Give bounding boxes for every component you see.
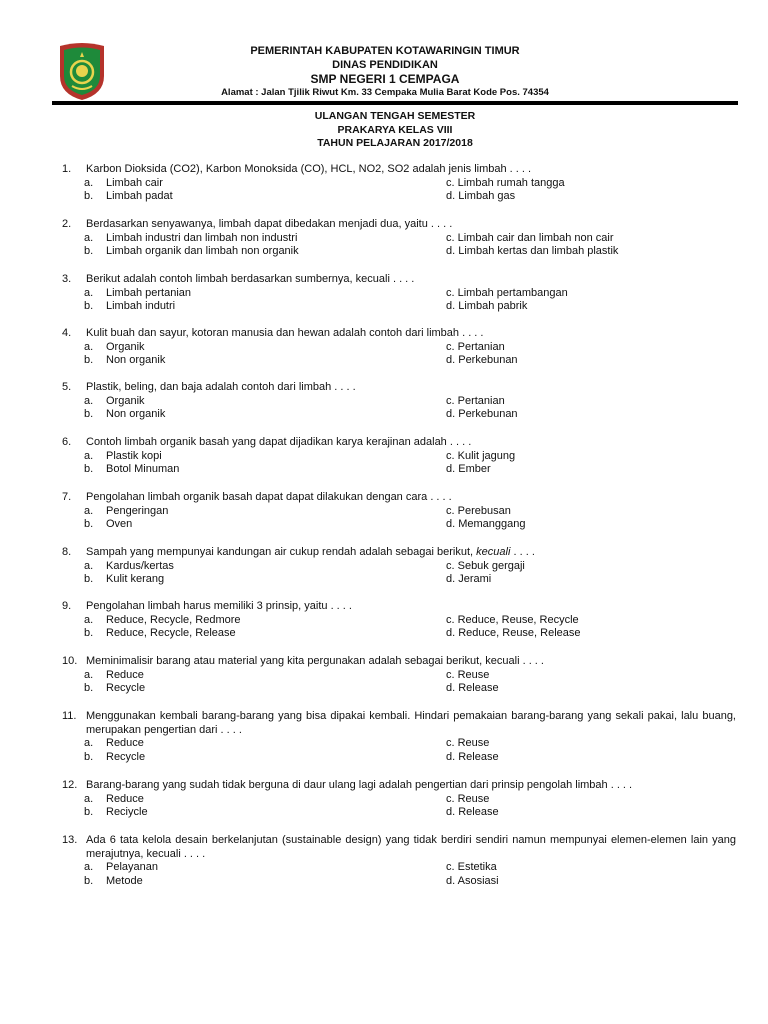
answer-options (84, 287, 736, 314)
question-text: Plastik, beling, dan baja adalah contoh dari limbah . . . . (86, 381, 356, 393)
question-number: 13. (62, 834, 78, 846)
question-number: 9. (62, 600, 72, 612)
question-text: Karbon Dioksida (CO2), Karbon Monoksida (CO), HCL, NO2, SO2 adalah jenis limbah . . . . (86, 163, 532, 175)
answer-options (84, 560, 736, 587)
option-a: a. Reduce (84, 668, 144, 681)
answer-options (84, 177, 736, 204)
option-b: b. Non organik (84, 408, 166, 421)
option-d: d. Reduce, Reuse, Release (446, 627, 581, 640)
question-2 (62, 218, 736, 259)
option-d: d. Limbah pabrik (446, 300, 528, 313)
question-text: Pengolahan limbah organik basah dapat dapat dilakukan dengan cara . . . . (86, 491, 452, 503)
question-text: Contoh limbah organik basah yang dapat dijadikan karya kerajinan adalah . . . . (86, 436, 472, 448)
question-number: 2. (62, 218, 72, 230)
question-text: Pengolahan limbah harus memiliki 3 prinsip, yaitu . . . . (86, 600, 352, 612)
question-number: 8. (62, 546, 72, 558)
question-text: Barang-barang yang sudah tidak berguna di daur ulang lagi adalah pengertian dari prinsip pengolah limbah . . . . (86, 779, 633, 791)
option-d: d. Perkebunan (446, 354, 518, 367)
option-d: d. Perkebunan (446, 408, 518, 421)
option-b: b. Metode (84, 875, 143, 888)
option-b: b. Botol Minuman (84, 463, 180, 476)
option-a: a. Reduce, Recycle, Redmore (84, 613, 241, 626)
option-c: c. Limbah rumah tangga (446, 176, 565, 189)
option-a: a. Organik (84, 394, 145, 407)
answer-options (84, 505, 736, 532)
letterhead-address: Alamat : Jalan Tjilik Riwut Km. 33 Cempaka Mulia Barat Kode Pos. 74354 (221, 87, 549, 98)
exam-title-line2: PRAKARYA KELAS VIII (337, 123, 453, 136)
exam-title-line1: ULANGAN TENGAH SEMESTER (314, 110, 476, 122)
question-number: 5. (62, 381, 72, 393)
option-b: b. Non organik (84, 354, 166, 367)
answer-options (84, 669, 736, 696)
question-text: Meminimalisir barang atau material yang kita pergunakan adalah sebagai berikut, kecuali . . . . (86, 655, 544, 667)
option-d: d. Memanggang (446, 518, 526, 531)
question-9 (62, 600, 736, 641)
question-8 (62, 546, 736, 587)
option-c: c. Reuse (446, 668, 490, 681)
option-b: b. Oven (84, 518, 133, 531)
option-a: a. Reduce (84, 792, 144, 805)
exam-title (52, 110, 738, 151)
question-10 (62, 655, 736, 696)
letterhead (120, 44, 650, 100)
question-text: Kulit buah dan sayur, kotoran manusia dan hewan adalah contoh dari limbah . . . . (86, 327, 484, 339)
option-a: a. Pelayanan (84, 861, 158, 874)
option-d: d. Limbah gas (446, 190, 516, 203)
answer-options (84, 395, 736, 422)
option-d: d. Release (446, 751, 499, 764)
answer-options (84, 737, 736, 764)
option-b: b. Reciycle (84, 806, 148, 819)
option-c: c. Reuse (446, 737, 490, 750)
question-4 (62, 327, 736, 368)
question-number: 7. (62, 491, 72, 503)
question-number: 6. (62, 436, 72, 448)
option-a: a. Limbah cair (84, 176, 163, 189)
option-a: a. Limbah industri dan limbah non industri (84, 231, 298, 244)
question-number: 3. (62, 273, 72, 285)
option-c: c. Sebuk gergaji (446, 559, 525, 572)
option-c: c. Reuse (446, 792, 490, 805)
italic-word: kecuali (476, 546, 511, 558)
option-b: b. Limbah organik dan limbah non organik (84, 245, 299, 258)
question-text: Berdasarkan senyawanya, limbah dapat dibedakan menjadi dua, yaitu . . . . (86, 218, 453, 230)
letterhead-divider (52, 101, 738, 105)
option-b: b. Recycle (84, 682, 146, 695)
question-5 (62, 381, 736, 422)
question-text: Ada 6 tata kelola desain berkelanjutan (sustainable design) yang tidak berdiri sendiri namun mempunyai elemen-elemen lain yang merajutnya, kecuali . . . . (86, 834, 736, 860)
option-a: a. Organik (84, 340, 145, 353)
option-c: c. Limbah cair dan limbah non cair (446, 231, 614, 244)
question-13 (62, 834, 736, 889)
question-11 (62, 710, 736, 765)
option-d: d. Jerami (446, 573, 492, 586)
option-c: c. Estetika (446, 861, 497, 874)
question-1 (62, 163, 736, 204)
option-d: d. Asosiasi (446, 875, 499, 888)
answer-options (84, 232, 736, 259)
option-c: c. Pertanian (446, 340, 505, 353)
question-text: Menggunakan kembali barang-barang yang bisa dipakai kembali. Hindari pemakaian barang-barang yang sekali pakai, lalu buang, merupakan pengertian dari . . . . (86, 710, 736, 736)
option-a: a. Pengeringan (84, 504, 169, 517)
option-c: c. Kulit jagung (446, 449, 516, 462)
answer-options (84, 793, 736, 820)
answer-options (84, 341, 736, 368)
question-number: 12. (62, 779, 78, 791)
option-a: a. Reduce (84, 737, 144, 750)
question-number: 11. (62, 710, 77, 722)
option-c: c. Reduce, Reuse, Recycle (446, 613, 579, 626)
option-d: d. Release (446, 682, 499, 695)
option-a: a. Plastik kopi (84, 449, 162, 462)
option-b: b. Limbah indutri (84, 300, 176, 313)
letterhead-school: SMP NEGERI 1 CEMPAGA (310, 72, 460, 86)
letterhead-government: PEMERINTAH KABUPATEN KOTAWARINGIN TIMUR (250, 45, 520, 57)
option-d: d. Ember (446, 463, 491, 476)
question-12 (62, 779, 736, 820)
answer-options (84, 614, 736, 641)
question-number: 4. (62, 327, 72, 339)
option-b: b. Recycle (84, 751, 146, 764)
question-number: 1. (62, 163, 72, 175)
option-b: b. Reduce, Recycle, Release (84, 627, 236, 640)
letterhead-department: DINAS PENDIDIKAN (332, 59, 438, 71)
option-c: c. Pertanian (446, 394, 505, 407)
question-number: 10. (62, 655, 78, 667)
option-d: d. Limbah kertas dan limbah plastik (446, 245, 619, 258)
option-d: d. Release (446, 806, 499, 819)
option-c: c. Limbah pertambangan (446, 286, 568, 299)
regency-crest-icon (58, 42, 106, 102)
question-7 (62, 491, 736, 532)
question-text: Sampah yang mempunyai kandungan air cukup rendah adalah sebagai berikut, kecuali . . . . (86, 546, 535, 558)
option-c: c. Perebusan (446, 504, 511, 517)
option-b: b. Kulit kerang (84, 573, 165, 586)
question-3 (62, 273, 736, 314)
answer-options (84, 861, 736, 888)
answer-options (84, 450, 736, 477)
school-logo (58, 42, 106, 102)
exam-title-line3: TAHUN PELAJARAN 2017/2018 (317, 137, 473, 149)
question-text: Berikut adalah contoh limbah berdasarkan sumbernya, kecuali . . . . (86, 273, 415, 285)
question-6 (62, 436, 736, 477)
option-a: a. Kardus/kertas (84, 559, 174, 572)
option-b: b. Limbah padat (84, 190, 173, 203)
option-a: a. Limbah pertanian (84, 286, 192, 299)
